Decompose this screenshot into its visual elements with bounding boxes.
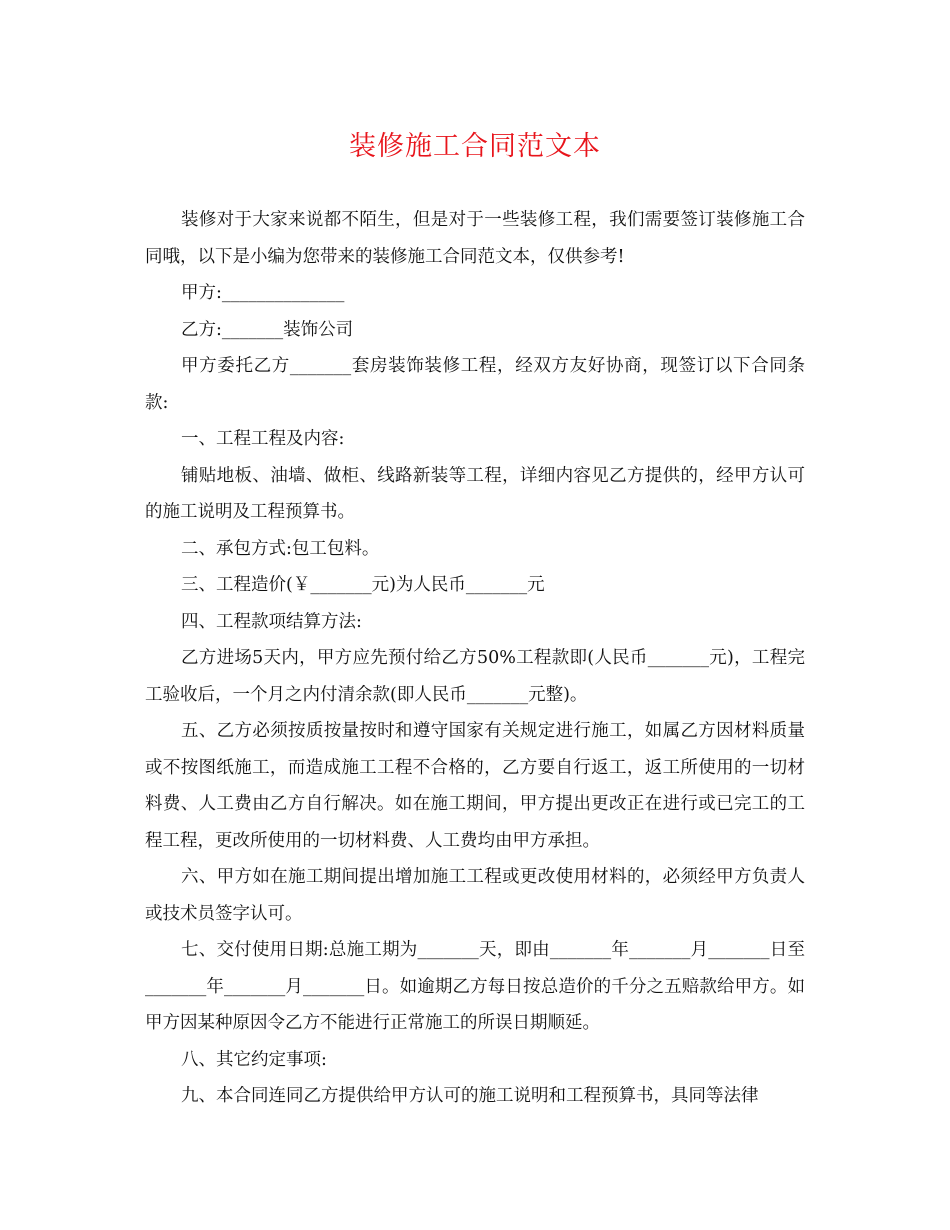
document-body	[145, 202, 805, 1115]
paragraph-clause-4-heading: 四、工程款项结算方法:	[181, 611, 362, 632]
paragraph-party-a: 甲方:______________	[181, 283, 345, 303]
paragraph-clause-9: 九、本合同连同乙方提供给甲方认可的施工说明和工程预算书，具同等法律	[181, 1086, 759, 1106]
paragraph-clause-2: 二、承包方式:包工包料。	[181, 538, 380, 559]
paragraph-clause-7: 七、交付使用日期:总施工期为_______天，即由_______年_______月_______日至_______年_______月_______日。如逾期乙方每日按总造价的千分之五赔款给甲方。如甲方因某种原因令乙方不能进行正常施工的所误日期顺延。	[145, 940, 805, 1033]
paragraph-clause-1-body: 铺贴地板、油墙、做柜、线路新装等工程，详细内容见乙方提供的，经甲方认可的施工说明及工程预算书。	[145, 465, 805, 522]
paragraph-clause-3: 三、工程造价(￥_______元)为人民币_______元	[181, 575, 545, 595]
paragraph-party-b: 乙方:_______装饰公司	[181, 319, 354, 340]
paragraph-intro: 装修对于大家来说都不陌生，但是对于一些装修工程，我们需要签订装修施工合同哦，以下是小编为您带来的装修施工合同范文本，仅供参考!	[145, 210, 805, 267]
paragraph-clause-4-body: 乙方进场5天内，甲方应先预付给乙方50%工程款即(人民币_______元)，工程完工验收后，一个月之内付清余款(即人民币_______元整)。	[145, 648, 805, 705]
paragraph-clause-6: 六、甲方如在施工期间提出增加施工工程或更改使用材料的，必须经甲方负责人或技术员签字认可。	[145, 867, 805, 924]
paragraph-clause-8: 八、其它约定事项:	[181, 1049, 327, 1070]
paragraph-clause-1-heading: 一、工程工程及内容:	[181, 429, 345, 449]
document-title: 装修施工合同范文本	[349, 131, 601, 162]
paragraph-commission: 甲方委托乙方_______套房装饰装修工程，经双方友好协商，现签订以下合同条款:	[145, 356, 805, 413]
paragraph-clause-5: 五、乙方必须按质按量按时和遵守国家有关规定进行施工，如属乙方因材料质量或不按图纸施工，而造成施工工程不合格的，乙方要自行返工，返工所使用的一切材料费、人工费由乙方自行解决。如在施工期间，甲方提出更改正在进行或已完工的工程工程，更改所使用的一切材料费、人工费均由甲方承担。	[145, 721, 805, 851]
